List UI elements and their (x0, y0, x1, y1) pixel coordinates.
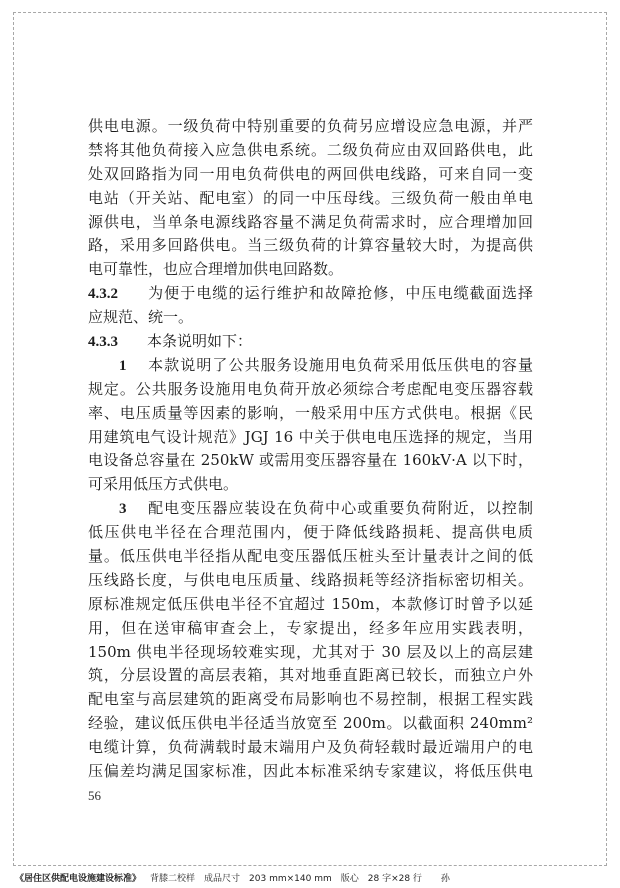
footer-proof-stage: 背膝二校样 (150, 874, 196, 884)
print-footer (15, 873, 450, 885)
footer-block: 28 字×28 行 (367, 874, 422, 884)
text-line: 率、电压质量等因素的影响，一般采用中压方式供电。根据《民 (88, 403, 533, 422)
text-line: 处双回路指为同一用电负荷供电的两回供电线路，可来自同一变 (88, 164, 533, 183)
section-number: 4.3.3 (88, 334, 118, 351)
item-1-first-line (88, 354, 533, 378)
text-line: 电缆计算，负荷满载时最末端用户及负荷轻载时最近端用户的电 (88, 738, 533, 757)
text-line: 用建筑电气设计规范》JGJ 16 中关于供电电压选择的规定，当用 (88, 427, 533, 446)
text-line: 电可靠性，也应合理增加供电回路数。 (88, 260, 344, 279)
text-body (88, 115, 533, 784)
text-line: 禁将其他负荷接入应急供电系统。二级负荷应由双回路供电，此 (88, 140, 533, 159)
footer-book-title: 《居住区供配电设施建设标准》 (15, 874, 142, 884)
footer-signature: 孙 (440, 874, 450, 884)
text-line: 电设备总容量在 250kW 或需用变压器容量在 160kV·A 以下时， (88, 451, 533, 470)
text-line: 经验，建议低压供电半径适当放宽至 200m。以截面积 240mm² (88, 714, 533, 733)
section-4-3-3-line (88, 330, 533, 354)
text-line: 量。低压供电半径指从配电变压器低压桩头至计量表计之间的低 (88, 547, 533, 566)
text-line: 应规范、统一。 (88, 308, 194, 327)
text-line: 规定。公共服务设施用电负荷开放必须综合考虑配电变压器容载 (88, 379, 533, 398)
text-line: 供电电源。一级负荷中特别重要的负荷另应增设应急电源，并严 (88, 117, 533, 135)
footer-size: 203 mm×140 mm (249, 874, 332, 884)
item-text: 本款说明了公共服务设施用电负荷采用低压供电的容量 (147, 355, 533, 374)
text-line: 路，采用多回路供电。当三级负荷的计算容量较大时，为提高供 (88, 236, 533, 255)
footer-size-label: 成品尺寸 (204, 874, 241, 884)
text-line: 压偏差均满足国家标准，因此本标准采纳专家建议，将低压供电 (88, 762, 533, 781)
text-line: 原标准规定低压供电半径不宜超过 150m，本款修订时曾予以延 (88, 594, 533, 613)
text-line: 电站（开关站、配电室）的同一中压母线。三级负荷一般由单电 (88, 188, 533, 207)
text-line: 配电室与高层建筑的距离受布局影响也不易控制，根据工程实践 (88, 690, 533, 709)
item-number: 1 (119, 357, 127, 374)
text-line: 筑，分层设置的高层表箱，其对地垂直距离已较长，而独立户外 (88, 666, 533, 685)
item-number: 3 (119, 501, 127, 518)
text-line: 低压供电半径在合理范围内，便于降低线路损耗、提高供电质 (88, 523, 533, 542)
footer-block-label: 版心 (340, 874, 359, 884)
section-4-3-2-line (88, 282, 533, 306)
item-3-first-line (88, 497, 533, 521)
text-line: 源供电，当单条电源线路容量不满足负荷需求时，应合理增加回 (88, 212, 533, 231)
text-line: 用，但在送审稿审查会上，专家提出，经多年应用实践表明， (88, 618, 533, 637)
text-line: 150m 供电半径现场较难实现，尤其对于 30 层及以上的高层建 (88, 642, 533, 661)
section-text: 为便于电缆的运行维护和故障抢修，中压电缆截面选择 (147, 284, 533, 303)
section-number: 4.3.2 (88, 286, 118, 303)
text-line: 可采用低压方式供电。 (88, 475, 239, 494)
item-text: 配电变压器应装设在负荷中心或重要负荷附近，以控制 (147, 499, 533, 518)
section-title: 本条说明如下： (147, 332, 253, 351)
text-line: 压线路长度，与供电电压质量、线路损耗等经济指标密切相关。 (88, 570, 533, 589)
page-number: 56 (88, 788, 101, 803)
